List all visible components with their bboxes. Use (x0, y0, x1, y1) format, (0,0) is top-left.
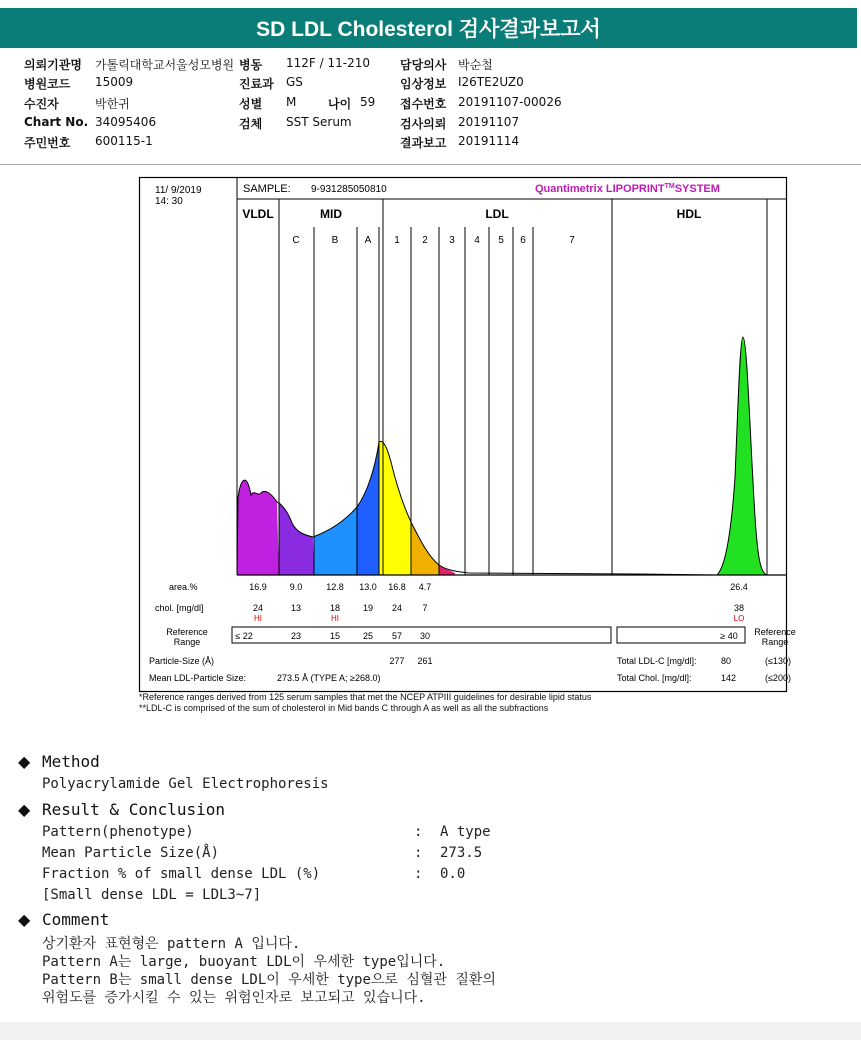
chart-time: 14: 30 (155, 196, 183, 207)
band-6-label: 6 (520, 235, 526, 246)
chol-value: 38 (733, 603, 745, 613)
patient-value: 박한귀 (95, 97, 130, 111)
sex-label: 성별 (239, 97, 263, 111)
request-label: 검사의뢰 (400, 117, 447, 131)
lipoprint-chart (139, 177, 796, 692)
reference-value: 57 (391, 631, 403, 641)
report-label: 결과보고 (400, 136, 447, 150)
result-label-pattern: Pattern(phenotype) (42, 824, 194, 840)
specimen-label: 검체 (239, 117, 263, 131)
reference-value: 23 (290, 631, 302, 641)
result-value-fraction: 0.0 (440, 866, 466, 882)
comment-line: Pattern A는 large, buoyant LDL이 우세한 type입니다. (42, 954, 446, 970)
flag-label: HI (331, 614, 339, 623)
area-value: 4.7 (418, 582, 432, 592)
chart-no-label: Chart No. (24, 115, 89, 129)
brand-name: Quantimetrix LIPOPRINT™SYSTEM (535, 183, 720, 195)
total-ldl-value: 80 (721, 656, 732, 666)
flag-label: LO (733, 614, 745, 623)
chol-value: 19 (362, 603, 374, 613)
result-colon: : (414, 866, 423, 882)
result-label-size: Mean Particle Size(Å) (42, 845, 220, 861)
clinical-label: 임상정보 (400, 77, 447, 91)
diamond-bullet-icon: ◆ (18, 752, 31, 771)
dept-value: GS (286, 75, 303, 89)
total-ldl-label: Total LDL-C [mg/dl]: (617, 656, 697, 666)
comment-line: 상기환자 표현형은 pattern A 입니다. (42, 936, 301, 952)
code-label: 병원코드 (24, 77, 71, 91)
ref-row-label-2: Range (173, 637, 201, 647)
chart-no-value: 34095406 (95, 115, 157, 129)
result-label-fraction: Fraction % of small dense LDL (%) (42, 866, 321, 882)
rrn-value: 600115-1 (95, 134, 153, 148)
area-value: 13.0 (359, 582, 377, 592)
result-heading: ◆ Result & Conclusion (18, 800, 226, 819)
result-value-size: 273.5 (440, 845, 483, 861)
diamond-bullet-icon: ◆ (18, 800, 31, 819)
doctor-label: 담당의사 (400, 58, 447, 72)
ref-row-label-right-1: Reference (754, 627, 796, 637)
group-vldl-label: VLDL (242, 207, 274, 221)
ref-row-label-1: Reference (166, 627, 208, 637)
footnote-1: *Reference ranges derived from 125 serum samples that met the NCEP ATPIII guidelines for desirable lipid status (139, 692, 592, 702)
particle-size-1: 277 (389, 656, 405, 666)
band-b-label: B (331, 235, 339, 246)
group-ldl-label: LDL (485, 207, 509, 221)
chol-value: 13 (290, 603, 302, 613)
reference-value: ≤ 22 (235, 631, 253, 641)
area-value: 16.8 (388, 582, 406, 592)
comment-line: 위험도를 증가시킬 수 있는 위험인자로 보고되고 있습니다. (42, 990, 426, 1006)
report-title: SD LDL Cholesterol 검사결과보고서 (0, 8, 857, 48)
total-ldl-ref: (≤130) (765, 656, 791, 666)
band-3-label: 3 (449, 235, 455, 246)
band-1-label: 1 (394, 235, 400, 246)
ward-value: 112F / 11-210 (286, 56, 370, 70)
mean-size-value: 273.5 Å (TYPE A; ≥268.0) (277, 673, 381, 683)
reference-value: 15 (329, 631, 341, 641)
band-c-label: C (292, 235, 300, 246)
footnote-2: **LDL-C is comprised of the sum of cholesterol in Mid bands C through A as well as all the subfractions (139, 703, 549, 713)
chol-value: 7 (422, 603, 428, 613)
hospital-label: 의뢰기관명 (24, 58, 82, 72)
group-mid-label: MID (320, 207, 342, 221)
ward-label: 병동 (239, 58, 263, 72)
code-value: 15009 (95, 75, 134, 89)
total-chol-value: 142 (721, 673, 737, 683)
method-heading: ◆ Method (18, 752, 100, 771)
sample-id: 9-931285050810 (311, 184, 387, 195)
chart-date: 11/ 9/2019 (155, 185, 202, 196)
age-label: 나이 (328, 97, 352, 111)
chol-value: 18 (329, 603, 341, 613)
area-value: 12.8 (326, 582, 344, 592)
ref-row-label-right-2: Range (761, 637, 789, 647)
method-text: Polyacrylamide Gel Electrophoresis (42, 776, 329, 792)
band-5-label: 5 (498, 235, 504, 246)
clinical-value: I26TE2UZ0 (458, 75, 524, 89)
particle-size-2: 261 (417, 656, 433, 666)
sample-label: SAMPLE: (243, 183, 291, 195)
band-4-label: 4 (474, 235, 480, 246)
total-chol-label: Total Chol. [mg/dl]: (617, 673, 692, 683)
chol-row-label: chol. [mg/dl] (155, 603, 204, 613)
particle-size-label: Particle-Size (Å) (149, 656, 215, 666)
area-value: 26.4 (730, 582, 748, 592)
chol-value: 24 (252, 603, 264, 613)
header-divider (0, 164, 861, 165)
group-hdl-label: HDL (676, 207, 702, 221)
reference-value: 25 (362, 631, 374, 641)
band-2-label: 2 (422, 235, 428, 246)
sex-value: M (286, 95, 297, 109)
band-a-label: A (364, 235, 372, 246)
area-value: 9.0 (289, 582, 303, 592)
dept-label: 진료과 (239, 77, 274, 91)
comment-heading: ◆ Comment (18, 910, 110, 929)
reference-value: ≥ 40 (720, 631, 738, 641)
rrn-label: 주민번호 (24, 136, 71, 150)
chol-value: 24 (391, 603, 403, 613)
band-7-label: 7 (569, 235, 575, 246)
area-value: 16.9 (249, 582, 267, 592)
age-value: 59 (360, 95, 376, 109)
result-value-pattern: A type (440, 824, 491, 840)
flag-label: HI (254, 614, 262, 623)
reference-value: 30 (419, 631, 431, 641)
result-colon: : (414, 845, 423, 861)
patient-label: 수진자 (24, 97, 59, 111)
result-note: [Small dense LDL = LDL3~7] (42, 887, 262, 903)
total-chol-ref: (≤200) (765, 673, 791, 683)
result-colon: : (414, 824, 423, 840)
doctor-value: 박순철 (458, 58, 493, 72)
diamond-bullet-icon: ◆ (18, 910, 31, 929)
area-row-label: area.% (169, 582, 198, 592)
receipt-value: 20191107-00026 (458, 95, 562, 109)
mean-size-label: Mean LDL-Particle Size: (149, 673, 247, 683)
request-value: 20191107 (458, 115, 520, 129)
specimen-value: SST Serum (286, 115, 352, 129)
comment-line: Pattern B는 small dense LDL이 우세한 type으로 심혈관 질환의 (42, 972, 496, 988)
report-value: 20191114 (458, 134, 520, 148)
receipt-label: 접수번호 (400, 97, 447, 111)
hospital-value: 가톨릭대학교서울성모병원 (95, 58, 235, 72)
